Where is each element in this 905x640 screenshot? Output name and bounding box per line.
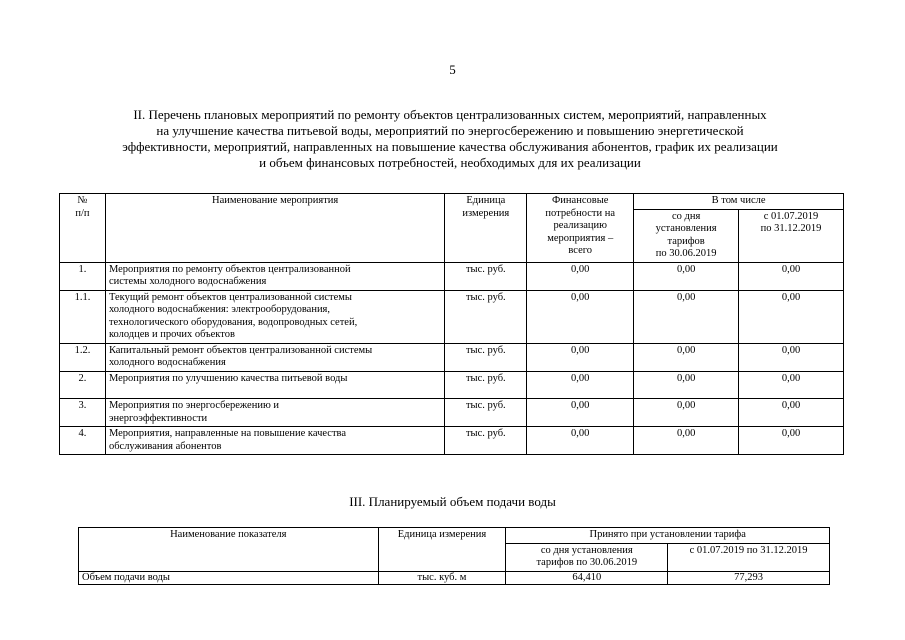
table-row: 4. Мероприятия, направленные на повышение качества обслуживания абонентов тыс. руб. 0,00 0,00 0,00: [60, 427, 844, 455]
page-number: 5: [449, 62, 456, 77]
header-accepted: Принято при установлении тарифа: [506, 528, 830, 544]
header-period2: с 01.07.2019 по 31.12.2019: [739, 209, 844, 262]
header-period1: со дня установления тарифов по 30.06.2019: [506, 543, 668, 571]
header-unit: Единица измерения: [445, 194, 527, 263]
section2-title-line: на улучшение качества питьевой воды, мероприятий по энергосбережению и повышению энергетической: [156, 123, 744, 138]
section3-title: III. Планируемый объем подачи воды: [349, 494, 556, 509]
table-row: 2. Мероприятия по улучшению качества питьевой воды тыс. руб. 0,00 0,00 0,00: [60, 371, 844, 399]
table-row: 3. Мероприятия по энергосбережению и энергоэффективности тыс. руб. 0,00 0,00 0,00: [60, 399, 844, 427]
water-supply-table: [78, 527, 830, 585]
section2-title-line: II. Перечень плановых мероприятий по ремонту объектов централизованных систем, мероприятий, направленных: [133, 107, 767, 122]
table-row: 1.1. Текущий ремонт объектов централизованной системы холодного водоснабжения: электрооборудования, технологического оборудования, водопроводных сетей, колодцев и прочих объектов тыс. руб. 0,00 0,00 0,00: [60, 290, 844, 343]
header-indicator: Наименование показателя: [79, 528, 379, 572]
header-period2: с 01.07.2019 по 31.12.2019: [668, 543, 830, 571]
section2-title-line: и объем финансовых потребностей, необходимых для их реализации: [259, 155, 641, 170]
header-including: В том числе: [634, 194, 844, 210]
table-row: 1.2. Капитальный ремонт объектов централизованной системы холодного водоснабжения тыс. руб. 0,00 0,00 0,00: [60, 343, 844, 371]
activities-table: [59, 193, 844, 455]
header-unit: Единица измерения: [378, 528, 506, 572]
section2-title: [60, 107, 840, 171]
table-row: Объем подачи воды тыс. куб. м 64,410 77,293: [79, 571, 830, 585]
header-period1: со дня установления тарифов по 30.06.2019: [634, 209, 739, 262]
header-financial: Финансовые потребности на реализацию мероприятия – всего: [527, 194, 634, 263]
table-row: 1. Мероприятия по ремонту объектов централизованной системы холодного водоснабжения тыс. руб. 0,00 0,00 0,00: [60, 262, 844, 290]
section2-title-line: эффективности, мероприятий, направленных на повышение качества обслуживания абонентов, график их реализации: [122, 139, 778, 154]
header-name: Наименование мероприятия: [105, 194, 444, 263]
header-num: № п/п: [60, 194, 106, 263]
